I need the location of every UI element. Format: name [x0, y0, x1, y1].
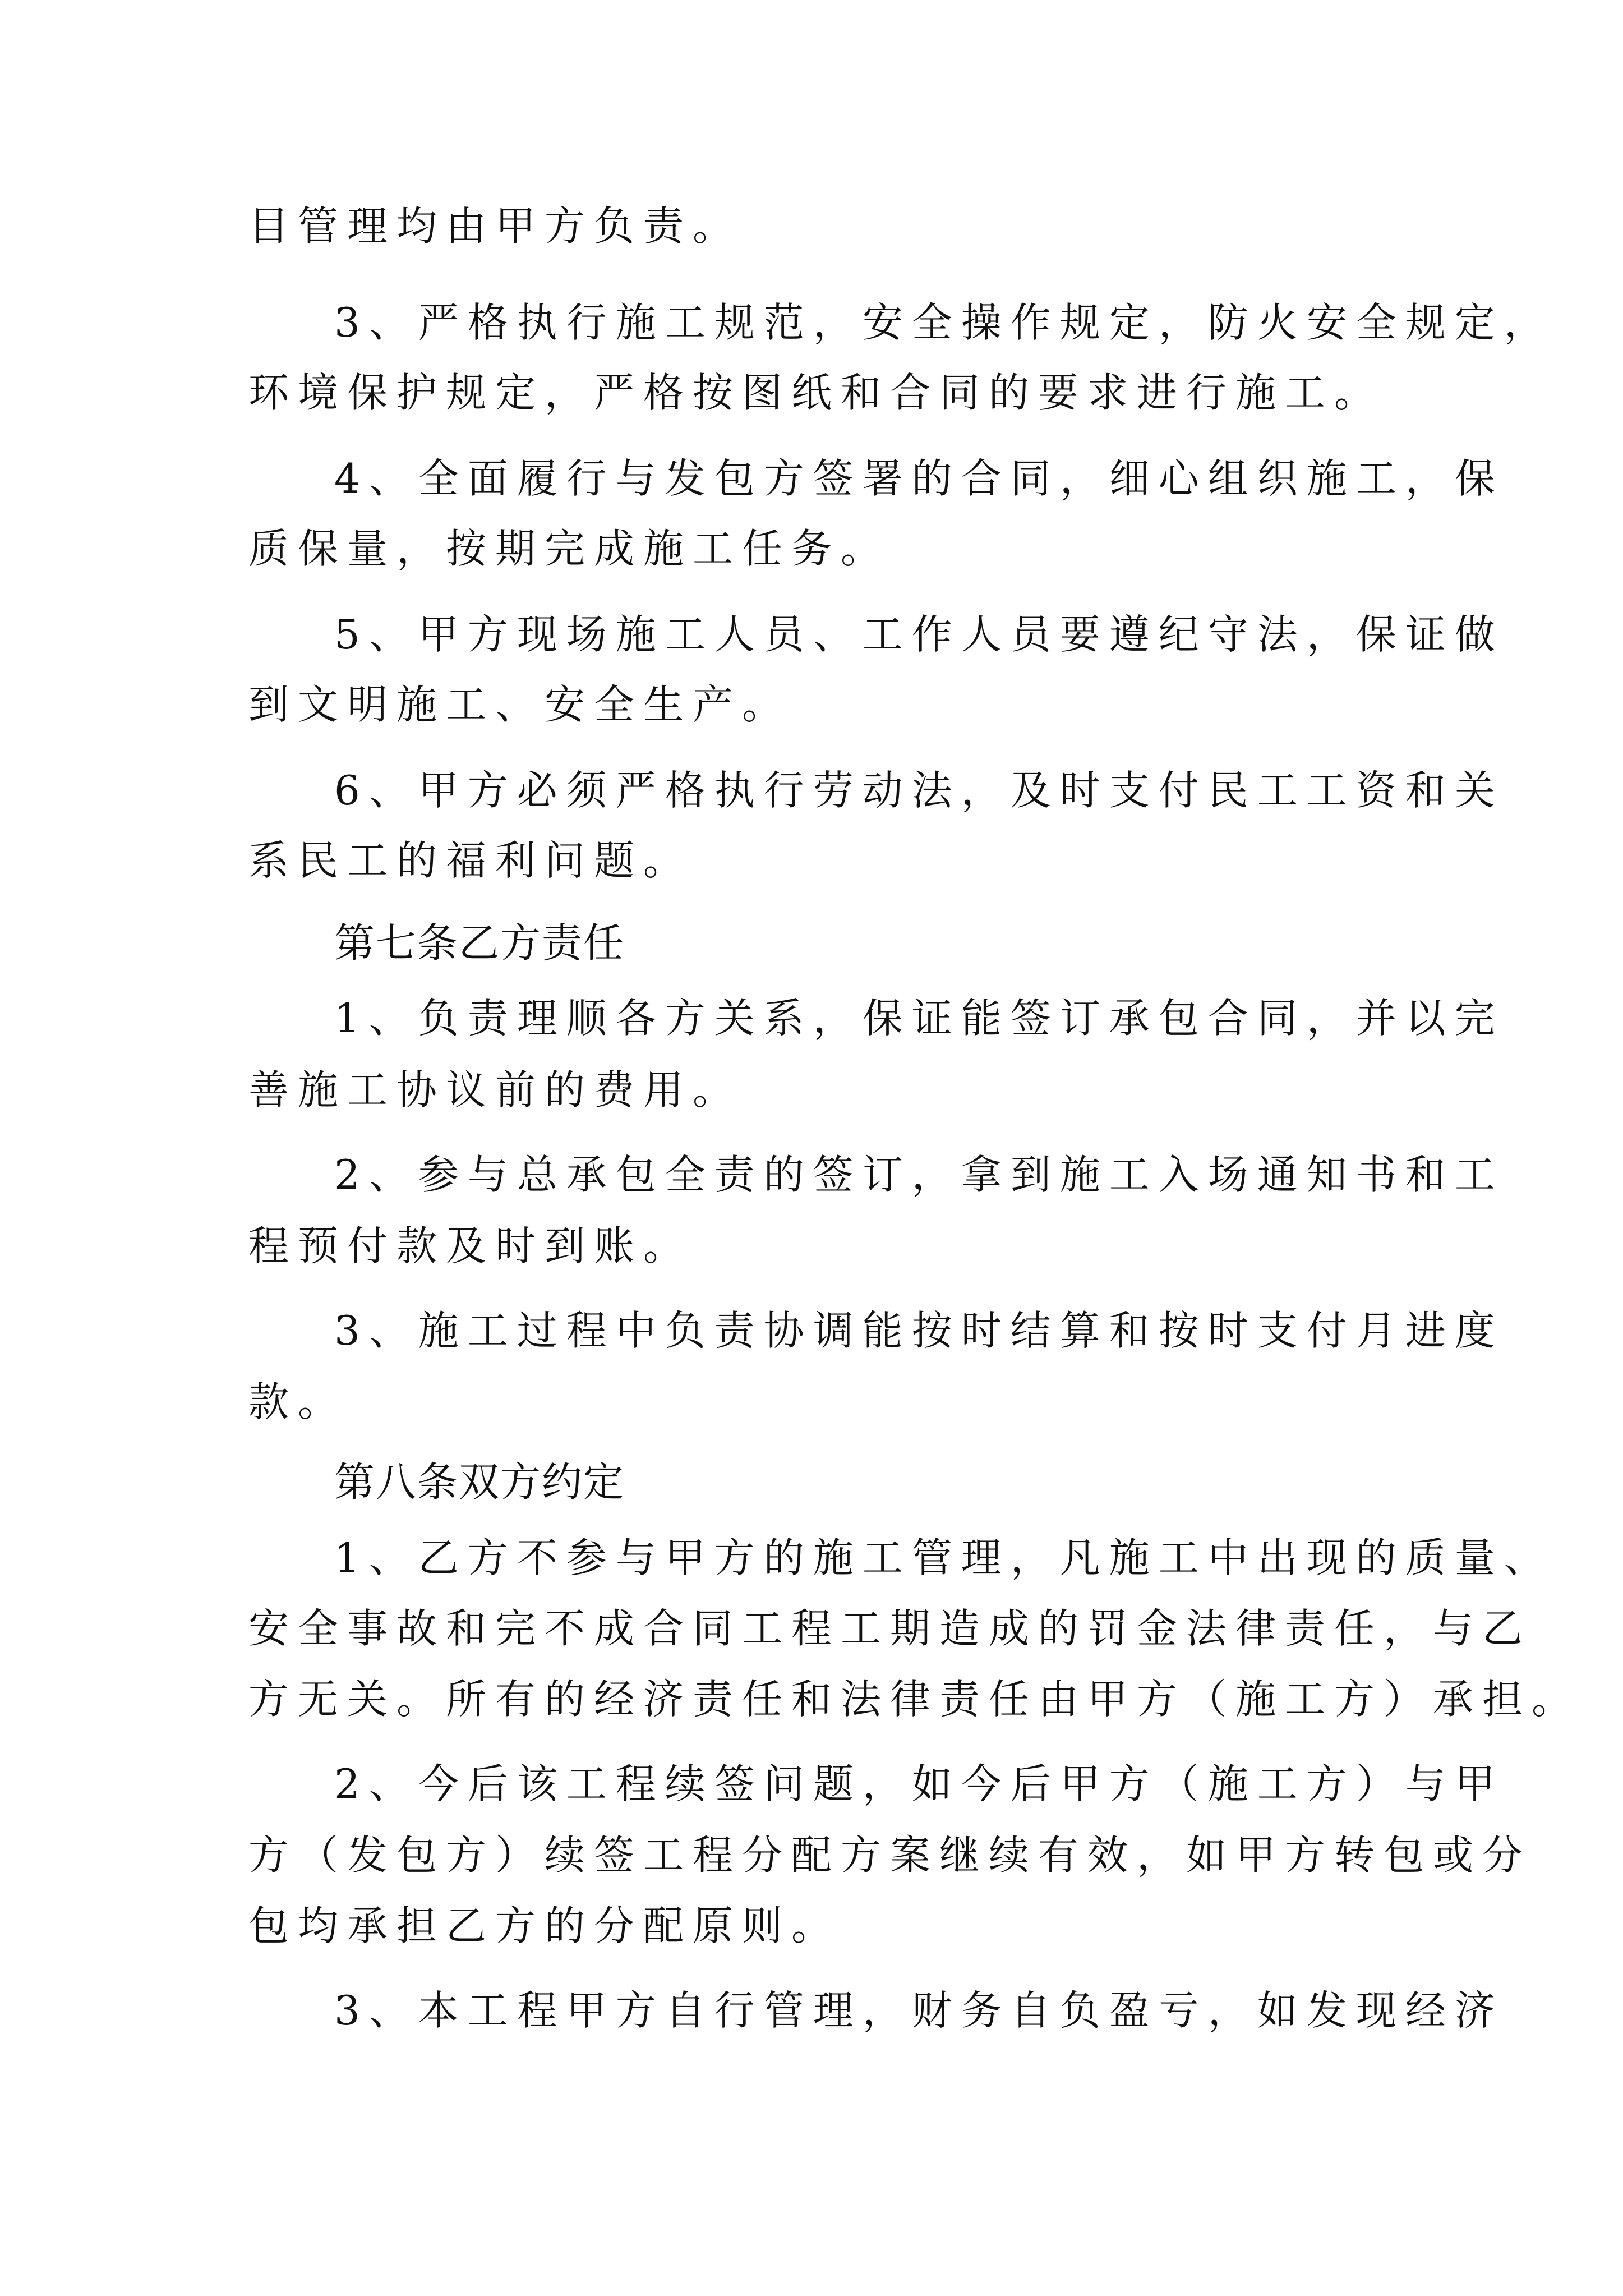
article-7-clause-2: 2、参与总承包全责的签订，拿到施工入场通知书和工: [334, 1151, 1504, 1198]
article-7-clause-2-cont: 程预付款及时到账。: [248, 1222, 693, 1269]
article-8-clause-1-cont-1: 安全事故和完不成合同工程工期造成的罚金法律责任，与乙: [248, 1605, 1532, 1652]
clause-5: 5、甲方现场施工人员、工作人员要遵纪守法，保证做: [334, 611, 1504, 658]
article-8-clause-1-cont-2: 方无关。所有的经济责任和法律责任由甲方（施工方）承担。: [248, 1676, 1581, 1723]
article-8-clause-2: 2、今后该工程续签问题，如今后甲方（施工方）与甲: [334, 1760, 1504, 1807]
article-7-clause-1: 1、负责理顺各方关系，保证能签订承包合同，并以完: [334, 995, 1504, 1042]
clause-4: 4、全面履行与发包方签署的合同，细心组织施工，保: [334, 455, 1504, 502]
article-8-clause-3: 3、本工程甲方自行管理，财务自负盈亏，如发现经济: [334, 1987, 1504, 2034]
article-8-heading: 第八条双方约定: [334, 1458, 625, 1506]
article-8-clause-2-cont-1: 方（发包方）续签工程分配方案继续有效，如甲方转包或分: [248, 1832, 1532, 1879]
clause-3-cont: 环境保护规定，严格按图纸和合同的要求进行施工。: [248, 369, 1384, 416]
clause-6-cont: 系民工的福利问题。: [248, 837, 693, 884]
article-8-clause-2-cont-2: 包均承担乙方的分配原则。: [248, 1902, 841, 1949]
article-7-clause-1-cont: 善施工协议前的费用。: [248, 1066, 743, 1114]
article-8-clause-1: 1、乙方不参与甲方的施工管理，凡施工中出现的质量、: [334, 1534, 1553, 1581]
paragraph-continuation: 目管理均由甲方负责。: [248, 203, 743, 250]
article-7-clause-3-cont: 款。: [248, 1378, 348, 1425]
clause-3: 3、严格执行施工规范，安全操作规定，防火安全规定，: [334, 299, 1553, 346]
clause-4-cont: 质保量，按期完成施工任务。: [248, 525, 891, 572]
article-7-clause-3: 3、施工过程中负责协调能按时结算和按时支付月进度: [334, 1307, 1504, 1354]
clause-5-cont: 到文明施工、安全生产。: [248, 681, 792, 728]
article-7-heading: 第七条乙方责任: [334, 919, 625, 967]
clause-6: 6、甲方必须严格执行劳动法，及时支付民工工资和关: [334, 767, 1504, 814]
